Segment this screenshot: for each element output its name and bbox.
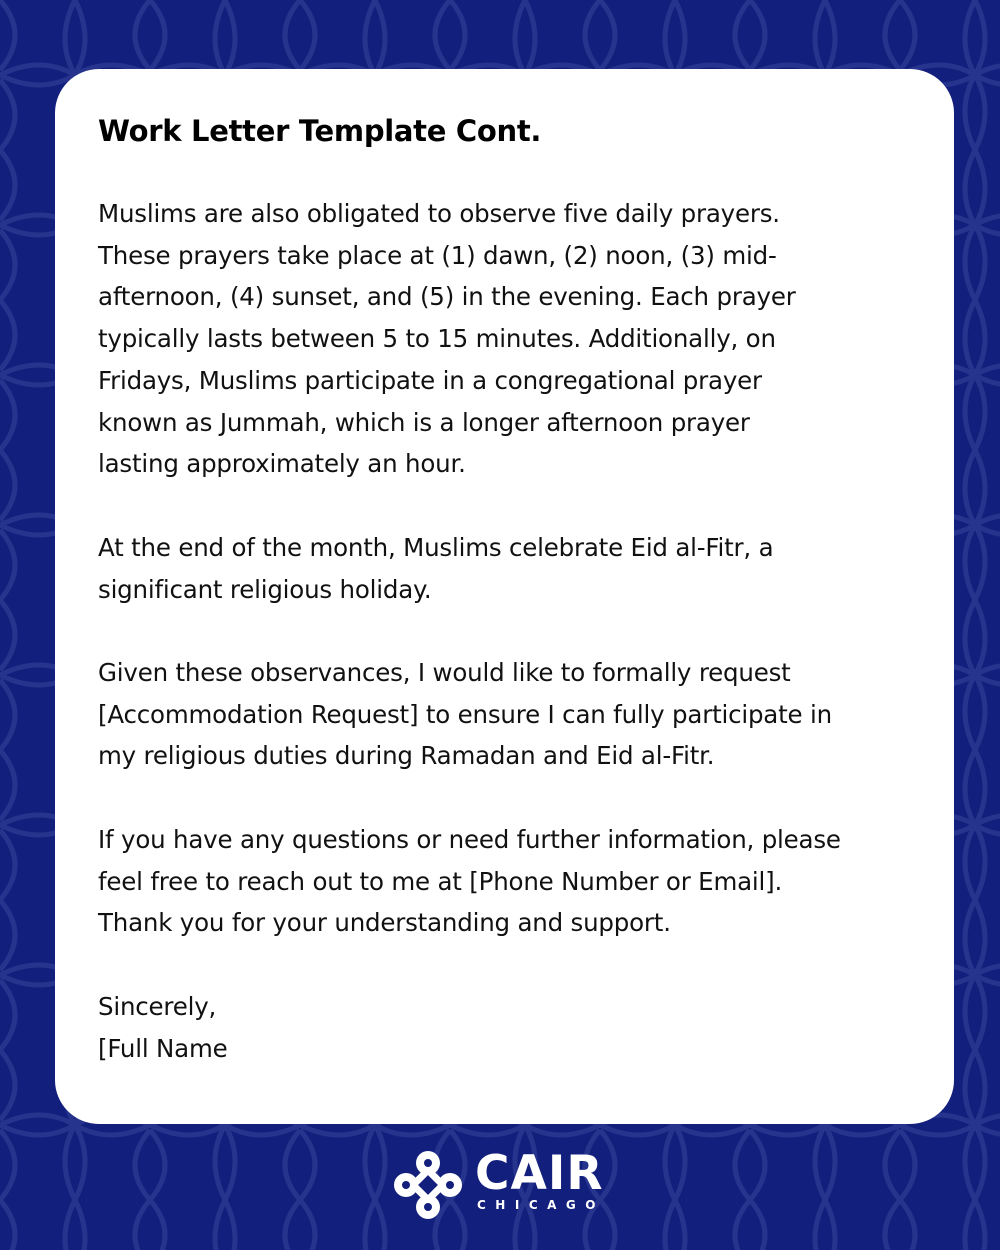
paragraph-eid: At the end of the month, Muslims celebrate Eid al-Fitr, a significant religious holiday. (98, 533, 774, 604)
closing-signature: Sincerely, [Full Name (98, 992, 228, 1063)
paragraph-request: Given these observances, I would like to formally request [Accommodation Request] to ensure I can fully participate in my religious duties during Ramadan and Eid al-Fitr. (98, 658, 832, 771)
cair-logo-icon (393, 1150, 463, 1220)
logo-city: CHICAGO (477, 1198, 605, 1212)
cair-chicago-logo (393, 1146, 613, 1220)
logo-name: CAIR (475, 1146, 604, 1201)
letter-title: Work Letter Template Cont. (98, 114, 542, 148)
letter-card (55, 69, 954, 1124)
paragraph-prayers: Muslims are also obligated to observe five daily prayers. These prayers take place at (1) dawn, (2) noon, (3) mid- afternoon, (4) sunset, and (5) in the evening. Each prayer typically lasts between 5 to 15 minutes. Additionally, on Fridays, Muslims participate in a congregational prayer known as Jummah, which is a longer afternoon prayer lasting approximately an hour. (98, 199, 796, 479)
title-container (98, 107, 541, 151)
paragraph-contact: If you have any questions or need further information, please feel free to reach out to me at [Phone Number or Email]. Thank you for your understanding and support. (98, 825, 841, 938)
